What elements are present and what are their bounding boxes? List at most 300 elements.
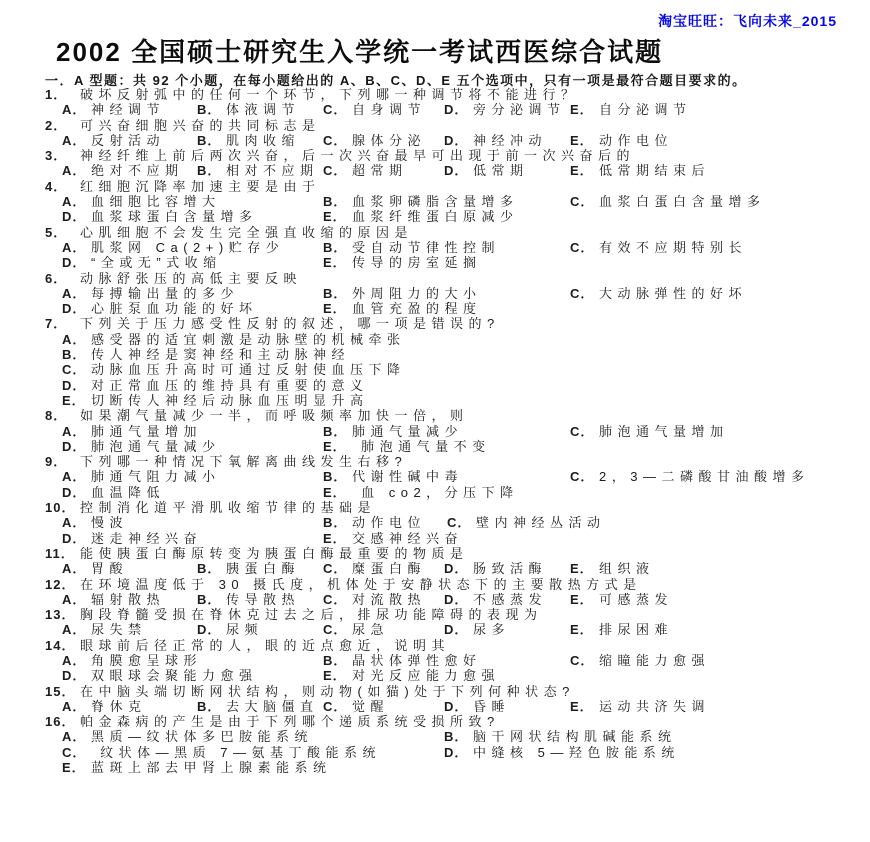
option-cell: [197, 699, 323, 714]
option-text: 血温降低: [91, 484, 166, 500]
option-row: [45, 729, 860, 744]
option-label: C．: [323, 561, 348, 577]
question-stem-text: 神经纤维上前后两次兴奋，后一次兴奋最早可出现于前一次兴奋后的: [80, 148, 636, 164]
option-text: 自身调节: [352, 102, 427, 118]
question-stem: [45, 316, 860, 331]
option-cell: [323, 469, 570, 484]
option-label: A．: [62, 561, 87, 577]
option-cell: [323, 668, 500, 683]
option-cell: [444, 163, 570, 178]
question-stem-text: 能使胰蛋白酶原转变为胰蛋白酶最重要的物质是: [80, 545, 469, 561]
option-label: A．: [62, 591, 87, 607]
option-cell: [62, 729, 444, 744]
option-cell: [570, 194, 766, 209]
question-stem-text: 心肌细胞不会发生完全强直收缩的原因是: [80, 224, 414, 240]
option-text: 体液调节: [226, 102, 301, 118]
option-label: E．: [323, 530, 347, 546]
option-label: A．: [62, 729, 87, 745]
option-label: C．: [570, 469, 595, 485]
option-label: E．: [323, 209, 347, 225]
question-number: 6．: [45, 270, 68, 286]
option-label: A．: [62, 102, 87, 118]
option-label: C．: [570, 423, 595, 439]
option-label: B．: [323, 652, 348, 668]
option-text: 肺泡通气量增加: [599, 423, 729, 439]
option-row: [45, 301, 860, 316]
option-cell: [197, 622, 323, 637]
option-cell: [62, 424, 323, 439]
option-cell: [444, 622, 570, 637]
option-label: A．: [62, 423, 87, 439]
option-text: 肺泡通气量减少: [91, 438, 221, 454]
option-label: B．: [197, 698, 222, 714]
option-cell: [62, 760, 332, 775]
option-text: 尿频: [226, 622, 264, 638]
option-row: [45, 194, 860, 209]
question-number: 3．: [45, 148, 68, 164]
option-row: [45, 439, 860, 454]
option-text: 肌肉收缩: [226, 132, 301, 148]
option-row: [45, 561, 860, 576]
question-stem: [45, 638, 860, 653]
option-label: B．: [444, 729, 469, 745]
option-label: C．: [570, 285, 595, 301]
option-text: 肺通气量减少: [352, 423, 464, 439]
question-stem-text: 破坏反射弧中的任何一个环节，下列哪一种调节将不能进行？: [80, 87, 580, 102]
option-cell: [323, 102, 444, 117]
option-text: 低常期: [473, 163, 529, 179]
option-text: 每搏输出量的多少: [91, 285, 240, 301]
option-text: 脊休克: [91, 698, 147, 714]
question-stem-text: 帕金森病的产生是由于下列哪个递质系统受损所致?: [80, 714, 500, 730]
option-row: [45, 745, 860, 760]
question-stem: [45, 118, 860, 133]
option-text: 血管充盈的程度: [352, 301, 482, 317]
option-cell: [570, 561, 655, 576]
option-label: C．: [570, 239, 595, 255]
option-text: 脑干网状结构肌碱能系统: [473, 729, 677, 745]
option-cell: [570, 286, 747, 301]
question-number: 15．: [45, 683, 76, 699]
option-label: B．: [197, 591, 222, 607]
option-label: C．: [323, 591, 348, 607]
option-label: B．: [323, 194, 348, 210]
option-cell: [62, 469, 323, 484]
option-text: 2，3—二磷酸甘油酸增多: [599, 469, 810, 485]
option-text: 传导的房室延搁: [352, 255, 482, 271]
question-number: 10．: [45, 500, 76, 516]
option-cell: [444, 133, 570, 148]
option-row: [45, 592, 860, 607]
option-text: 黑质—纹状体多巴胺能系统: [91, 729, 314, 745]
option-text: 运动共济失调: [599, 698, 711, 714]
option-cell: [570, 240, 747, 255]
option-cell: [62, 745, 444, 760]
option-row: [45, 102, 860, 117]
option-text: 动脉血压升高时可通过反射使血压下降: [91, 362, 406, 378]
option-text: 可感蒸发: [599, 591, 674, 607]
option-cell: [323, 531, 463, 546]
option-label: D．: [444, 561, 469, 577]
watermark-text: 淘宝旺旺：飞向未来_2015: [658, 13, 837, 29]
option-cell: [570, 102, 692, 117]
option-cell: [323, 485, 519, 500]
option-row: [45, 485, 860, 500]
option-cell: [444, 699, 570, 714]
option-label: D．: [197, 622, 222, 638]
option-text: 传人神经是窦神经和主动脉神经: [91, 347, 351, 363]
option-cell: [62, 668, 323, 683]
option-label: E．: [570, 102, 594, 118]
option-cell: [444, 592, 570, 607]
option-text: 肺泡通气量不变: [352, 438, 491, 454]
option-cell: [323, 515, 447, 530]
option-cell: [323, 255, 482, 270]
question-stem-text: 下列哪一种情况下氧解离曲线发生右移?: [80, 454, 408, 470]
option-text: 对光反应能力愈强: [352, 668, 501, 684]
option-text: 相对不应期: [226, 163, 319, 179]
option-label: D．: [444, 132, 469, 148]
option-label: D．: [444, 622, 469, 638]
option-row: [45, 760, 860, 775]
option-cell: [62, 255, 323, 270]
option-row: [45, 286, 860, 301]
option-text: “全或无”式收缩: [91, 255, 222, 271]
question-number: 9．: [45, 454, 68, 470]
question-number: 7．: [45, 316, 68, 332]
page-title: 2002 全国硕士研究生入学统一考试西医综合试题: [56, 37, 664, 67]
option-cell: [62, 485, 323, 500]
option-label: D．: [444, 591, 469, 607]
option-text: 动作电位: [599, 132, 674, 148]
option-label: B．: [323, 469, 348, 485]
option-cell: [62, 561, 197, 576]
option-label: A．: [62, 285, 87, 301]
option-text: 大动脉弹性的好坏: [599, 285, 748, 301]
option-label: A．: [62, 194, 87, 210]
option-cell: [323, 194, 570, 209]
question-stem-text: 如果潮气量减少一半，而呼吸频率加快一倍，则: [80, 408, 469, 424]
option-row: [45, 531, 860, 546]
option-text: 肺通气阻力减小: [91, 469, 221, 485]
question-stem-text: 眼球前后径正常的人，眼的近点愈近，说明其: [80, 637, 451, 653]
option-label: E．: [323, 668, 347, 684]
option-text: 去大脑僵直: [226, 698, 319, 714]
option-text: 血浆纤维蛋白原减少: [352, 209, 519, 225]
question-stem-text: 在环境温度低于 30 摄氏度，机体处于安静状态下的主要散热方式是: [80, 576, 642, 592]
option-text: 神经调节: [91, 102, 166, 118]
option-label: D．: [62, 484, 87, 500]
question-stem-text: 胸段脊髓受损在脊休克过去之后，排尿功能障碍的表现为: [80, 607, 543, 623]
option-label: C．: [570, 194, 595, 210]
option-label: B．: [197, 561, 222, 577]
option-cell: [197, 163, 323, 178]
option-cell: [570, 469, 809, 484]
option-row: [45, 515, 860, 530]
option-cell: [62, 332, 406, 347]
option-text: 排尿困难: [599, 622, 674, 638]
option-label: B．: [197, 102, 222, 118]
question-number: 14．: [45, 637, 76, 653]
question-stem: [45, 271, 860, 286]
option-label: C．: [570, 652, 595, 668]
option-label: E．: [62, 392, 86, 408]
option-text: 自分泌调节: [599, 102, 692, 118]
option-text: 交感神经兴奋: [352, 530, 464, 546]
option-text: 血浆白蛋白含量增多: [599, 194, 766, 210]
option-label: D．: [62, 668, 87, 684]
option-cell: [444, 102, 570, 117]
option-cell: [197, 592, 323, 607]
question-stem: [45, 87, 860, 102]
option-label: D．: [62, 255, 87, 271]
option-text: 胰蛋白酶: [226, 561, 301, 577]
option-text: 对正常血压的维持具有重要的意义: [91, 377, 369, 393]
option-cell: [323, 240, 570, 255]
option-row: [45, 469, 860, 484]
question-number: 16．: [45, 714, 76, 730]
option-row: [45, 653, 860, 668]
option-label: E．: [570, 591, 594, 607]
option-cell: [62, 531, 323, 546]
option-row: [45, 133, 860, 148]
option-text: 中缝核 5—羟色胺能系统: [473, 744, 680, 760]
question-stem: [45, 225, 860, 240]
option-label: C．: [447, 515, 472, 531]
option-label: E．: [570, 132, 594, 148]
option-cell: [62, 163, 197, 178]
option-text: 糜蛋白酶: [352, 561, 427, 577]
option-text: 觉醒: [352, 698, 390, 714]
question-stem: [45, 179, 860, 194]
option-label: C．: [323, 698, 348, 714]
option-cell: [444, 729, 677, 744]
option-cell: [444, 561, 570, 576]
question-stem: [45, 684, 860, 699]
option-row: [45, 209, 860, 224]
option-text: 神经冲动: [473, 132, 548, 148]
option-text: 动作电位: [352, 515, 427, 531]
option-cell: [62, 515, 323, 530]
option-label: D．: [444, 744, 469, 760]
option-text: 肌浆网 Ca(2+)贮存少: [91, 239, 285, 255]
question-stem: [45, 500, 860, 515]
option-text: 代谢性碱中毒: [352, 469, 464, 485]
question-stem-text: 控制消化道平滑肌收缩节律的基础是: [80, 500, 377, 516]
option-cell: [62, 347, 350, 362]
option-cell: [62, 592, 197, 607]
option-label: C．: [323, 102, 348, 118]
option-cell: [570, 653, 710, 668]
question-stem-text: 可兴奋细胞兴奋的共同标志是: [80, 117, 321, 133]
question-stem: [45, 577, 860, 592]
option-cell: [323, 286, 570, 301]
option-row: [45, 347, 860, 362]
question-number: 13．: [45, 607, 76, 623]
option-cell: [570, 699, 710, 714]
option-label: C．: [323, 622, 348, 638]
option-row: [45, 699, 860, 714]
option-row: [45, 362, 860, 377]
option-label: A．: [62, 469, 87, 485]
option-row: [45, 378, 860, 393]
question-number: 8．: [45, 408, 68, 424]
option-text: 反射活动: [91, 132, 166, 148]
option-label: D．: [444, 163, 469, 179]
option-cell: [323, 622, 444, 637]
option-label: E．: [323, 484, 347, 500]
option-cell: [323, 301, 482, 316]
option-label: C．: [323, 132, 348, 148]
option-label: D．: [444, 698, 469, 714]
option-label: E．: [570, 622, 594, 638]
option-text: 传导散热: [226, 591, 301, 607]
question-stem-text: 红细胞沉降率加速主要是由于: [80, 178, 321, 194]
option-cell: [62, 133, 197, 148]
option-cell: [323, 439, 491, 454]
option-text: 慢波: [91, 515, 129, 531]
option-text: 低常期结束后: [599, 163, 711, 179]
option-label: E．: [323, 255, 347, 271]
option-text: 旁分泌调节: [473, 102, 566, 118]
option-text: 心脏泵血功能的好坏: [91, 301, 258, 317]
option-text: 双眼球会聚能力愈强: [91, 668, 258, 684]
option-text: 尿急: [352, 622, 390, 638]
option-label: B．: [323, 285, 348, 301]
option-label: D．: [62, 209, 87, 225]
option-cell: [62, 301, 323, 316]
option-row: [45, 163, 860, 178]
option-label: B．: [197, 163, 222, 179]
question-list: [45, 87, 860, 775]
option-cell: [323, 699, 444, 714]
option-cell: [444, 745, 680, 760]
option-text: 血 co2，分压下降: [352, 484, 519, 500]
option-cell: [62, 653, 323, 668]
option-cell: [323, 209, 519, 224]
option-text: 肠致活酶: [473, 561, 548, 577]
option-label: B．: [323, 239, 348, 255]
option-text: 超常期: [352, 163, 408, 179]
question-stem-text: 动脉舒张压的高低主要反映: [80, 270, 303, 286]
option-text: 肺通气量增加: [91, 423, 203, 439]
option-cell: [447, 515, 606, 530]
option-label: A．: [62, 515, 87, 531]
option-label: E．: [570, 561, 594, 577]
question-number: 5．: [45, 224, 68, 240]
option-label: C．: [323, 163, 348, 179]
question-stem: [45, 408, 860, 423]
option-text: 血细胞比容增大: [91, 194, 221, 210]
option-label: C．: [62, 362, 87, 378]
option-label: A．: [62, 652, 87, 668]
option-label: B．: [323, 515, 348, 531]
option-label: A．: [62, 239, 87, 255]
option-text: 昏睡: [473, 698, 511, 714]
option-text: 胃酸: [91, 561, 129, 577]
option-cell: [62, 439, 323, 454]
option-row: [45, 393, 860, 408]
option-row: [45, 255, 860, 270]
option-text: 尿多: [473, 622, 511, 638]
option-text: 绝对不应期: [91, 163, 184, 179]
option-label: D．: [444, 102, 469, 118]
option-cell: [570, 133, 673, 148]
option-text: 受自动节律性控制: [352, 239, 501, 255]
question-number: 2．: [45, 117, 68, 133]
option-text: 外周阻力的大小: [352, 285, 482, 301]
option-text: 感受器的适宜刺激是动脉壁的机械牵张: [91, 331, 406, 347]
question-stem: [45, 148, 860, 163]
option-text: 角膜愈呈球形: [91, 652, 203, 668]
option-cell: [62, 622, 197, 637]
option-label: A．: [62, 622, 87, 638]
option-cell: [62, 393, 369, 408]
option-label: C．: [62, 744, 87, 760]
question-stem-text: 在中脑头端切断网状结构，则动物(如猫)处于下列何种状态?: [80, 683, 575, 699]
option-row: [45, 622, 860, 637]
option-label: A．: [62, 132, 87, 148]
question-number: 11．: [45, 545, 75, 561]
option-text: 蓝斑上部去甲肾上腺素能系统: [91, 760, 332, 776]
question-number: 1．: [45, 87, 68, 102]
option-label: D．: [62, 530, 87, 546]
option-text: 辐射散热: [91, 591, 166, 607]
question-stem: [45, 546, 860, 561]
option-label: E．: [323, 438, 347, 454]
option-text: 纹状体—黑质 7—氨基丁酸能系统: [91, 744, 381, 760]
option-cell: [570, 163, 710, 178]
question-number: 12．: [45, 576, 76, 592]
option-text: 组织液: [599, 561, 655, 577]
option-cell: [570, 592, 673, 607]
option-label: D．: [62, 438, 87, 454]
option-label: E．: [570, 698, 594, 714]
question-number: 4．: [45, 178, 68, 194]
option-label: D．: [62, 301, 87, 317]
option-row: [45, 424, 860, 439]
option-cell: [62, 240, 323, 255]
option-cell: [62, 362, 406, 377]
option-cell: [323, 163, 444, 178]
option-label: B．: [62, 347, 87, 363]
option-label: E．: [62, 760, 86, 776]
option-cell: [62, 378, 369, 393]
question-stem: [45, 607, 860, 622]
option-label: E．: [323, 301, 347, 317]
option-cell: [62, 102, 197, 117]
option-label: A．: [62, 331, 87, 347]
option-label: E．: [570, 163, 594, 179]
option-cell: [323, 592, 444, 607]
option-row: [45, 668, 860, 683]
option-text: 对流散热: [352, 591, 427, 607]
option-row: [45, 240, 860, 255]
option-text: 晶状体弹性愈好: [352, 652, 482, 668]
option-label: B．: [323, 423, 348, 439]
option-cell: [62, 699, 197, 714]
option-text: 有效不应期特别长: [599, 239, 748, 255]
option-text: 不感蒸发: [473, 591, 548, 607]
option-cell: [197, 561, 323, 576]
option-text: 血浆卵磷脂含量增多: [352, 194, 519, 210]
option-text: 切断传人神经后动脉血压明显升高: [91, 392, 369, 408]
option-cell: [323, 653, 570, 668]
option-cell: [570, 622, 673, 637]
option-cell: [323, 133, 444, 148]
question-stem: [45, 454, 860, 469]
question-stem-text: 下列关于压力感受性反射的叙述，哪一项是错误的?: [80, 316, 500, 332]
